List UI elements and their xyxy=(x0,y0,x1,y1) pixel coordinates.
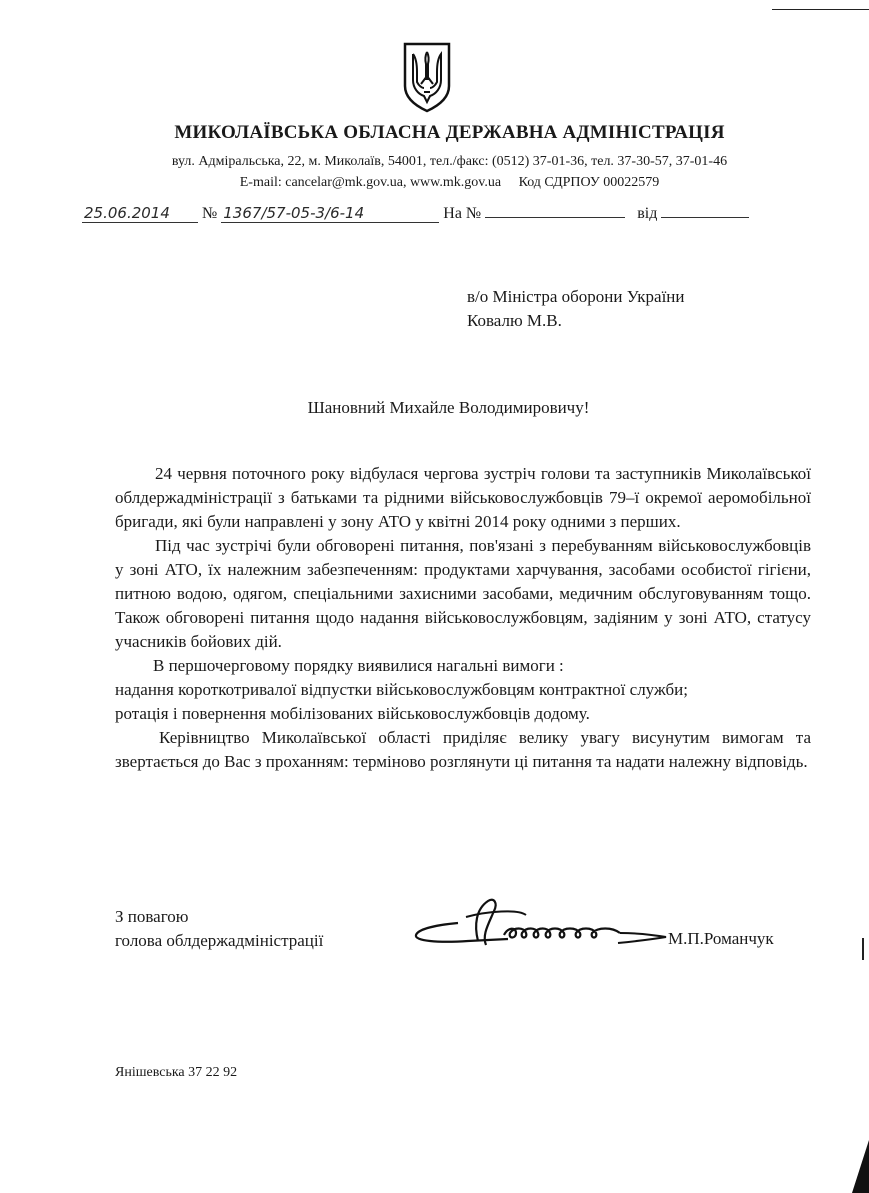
email-line xyxy=(0,175,869,191)
registration-line xyxy=(82,203,802,233)
registration-number: 1367/57-05-3/6-14 xyxy=(221,204,439,223)
from-label: від xyxy=(637,205,658,222)
number-label: № xyxy=(202,205,218,222)
reply-date-blank xyxy=(661,203,749,218)
scan-edge-mark-top xyxy=(772,9,869,10)
organization-title: МИКОЛАЇВСЬКА ОБЛАСНА ДЕРЖАВНА АДМІНІСТРАЦІЯ xyxy=(174,122,725,143)
signer-name: М.П.Романчук xyxy=(668,929,774,948)
paragraph-demands-intro: В першочерговому порядку виявилися нагальні вимоги : xyxy=(153,656,564,675)
demand-leave: надання короткотривалої відпустки військовослужбовцям контрактної служби; xyxy=(115,680,688,699)
letter-body xyxy=(115,462,811,774)
handwritten-signature xyxy=(408,895,670,955)
paragraph-request: Керівництво Миколаївської області приділяє велику увагу висунутим вимогам та звертається до Вас з проханням: терміново розглянути ці питання та надати належну відповідь. xyxy=(115,728,811,771)
recipient-position: в/о Міністра оборони України xyxy=(467,287,685,306)
recipient-name: Ковалю М.В. xyxy=(467,311,562,330)
registration-date: 25.06.2014 xyxy=(82,204,198,223)
address-line: вул. Адміральська, 22, м. Миколаїв, 54001, тел./факс: (0512) 37-01-36, тел. 37-30-57, 37-01-46 xyxy=(171,154,728,169)
coat-of-arms-icon xyxy=(400,40,454,114)
reply-number-blank xyxy=(485,203,625,218)
signer-position: голова облдержадміністрації xyxy=(115,931,324,950)
demand-rotation: ротація і повернення мобілізованих військовослужбовців додому. xyxy=(115,704,590,723)
email-text: E-mail: canсelar@mk.gov.ua, www.mk.gov.ua xyxy=(239,175,502,190)
regards-text: З повагою xyxy=(115,907,189,926)
paragraph-meeting: 24 червня поточного року відбулася чергова зустріч голови та заступників Миколаївської облдержадміністрації з батьками та рідними військовослужбовців 79–ї окремої аеромобільної бригади, які були направлені у зону АТО у квітні 2014 року одними з перших. xyxy=(115,464,811,531)
scan-edge-mark-right xyxy=(862,938,864,960)
recipient-block xyxy=(467,285,685,333)
closing-block xyxy=(115,905,323,953)
salutation: Шановний Михайле Володимировичу! xyxy=(307,398,590,417)
edrpou-code: Код СДРПОУ 00022579 xyxy=(518,175,660,190)
reply-label: На № xyxy=(443,205,482,222)
paragraph-discussion: Під час зустрічі були обговорені питання, пов'язані з перебуванням військовослужбовців у зоні АТО, їх належним забезпеченням: продуктами харчування, засобами особистої гігієни, питною водою, одягом, спеціальними захисними засобами, медичним обслуговуванням тощо. Також обговорені питання щодо надання військовослужбовцям, задіяним у зоні АТО, статусу учасників бойових дій. xyxy=(115,536,811,651)
scan-edge-mark-corner xyxy=(852,1140,869,1193)
executor-contact: Янішевська 37 22 92 xyxy=(115,1065,238,1080)
